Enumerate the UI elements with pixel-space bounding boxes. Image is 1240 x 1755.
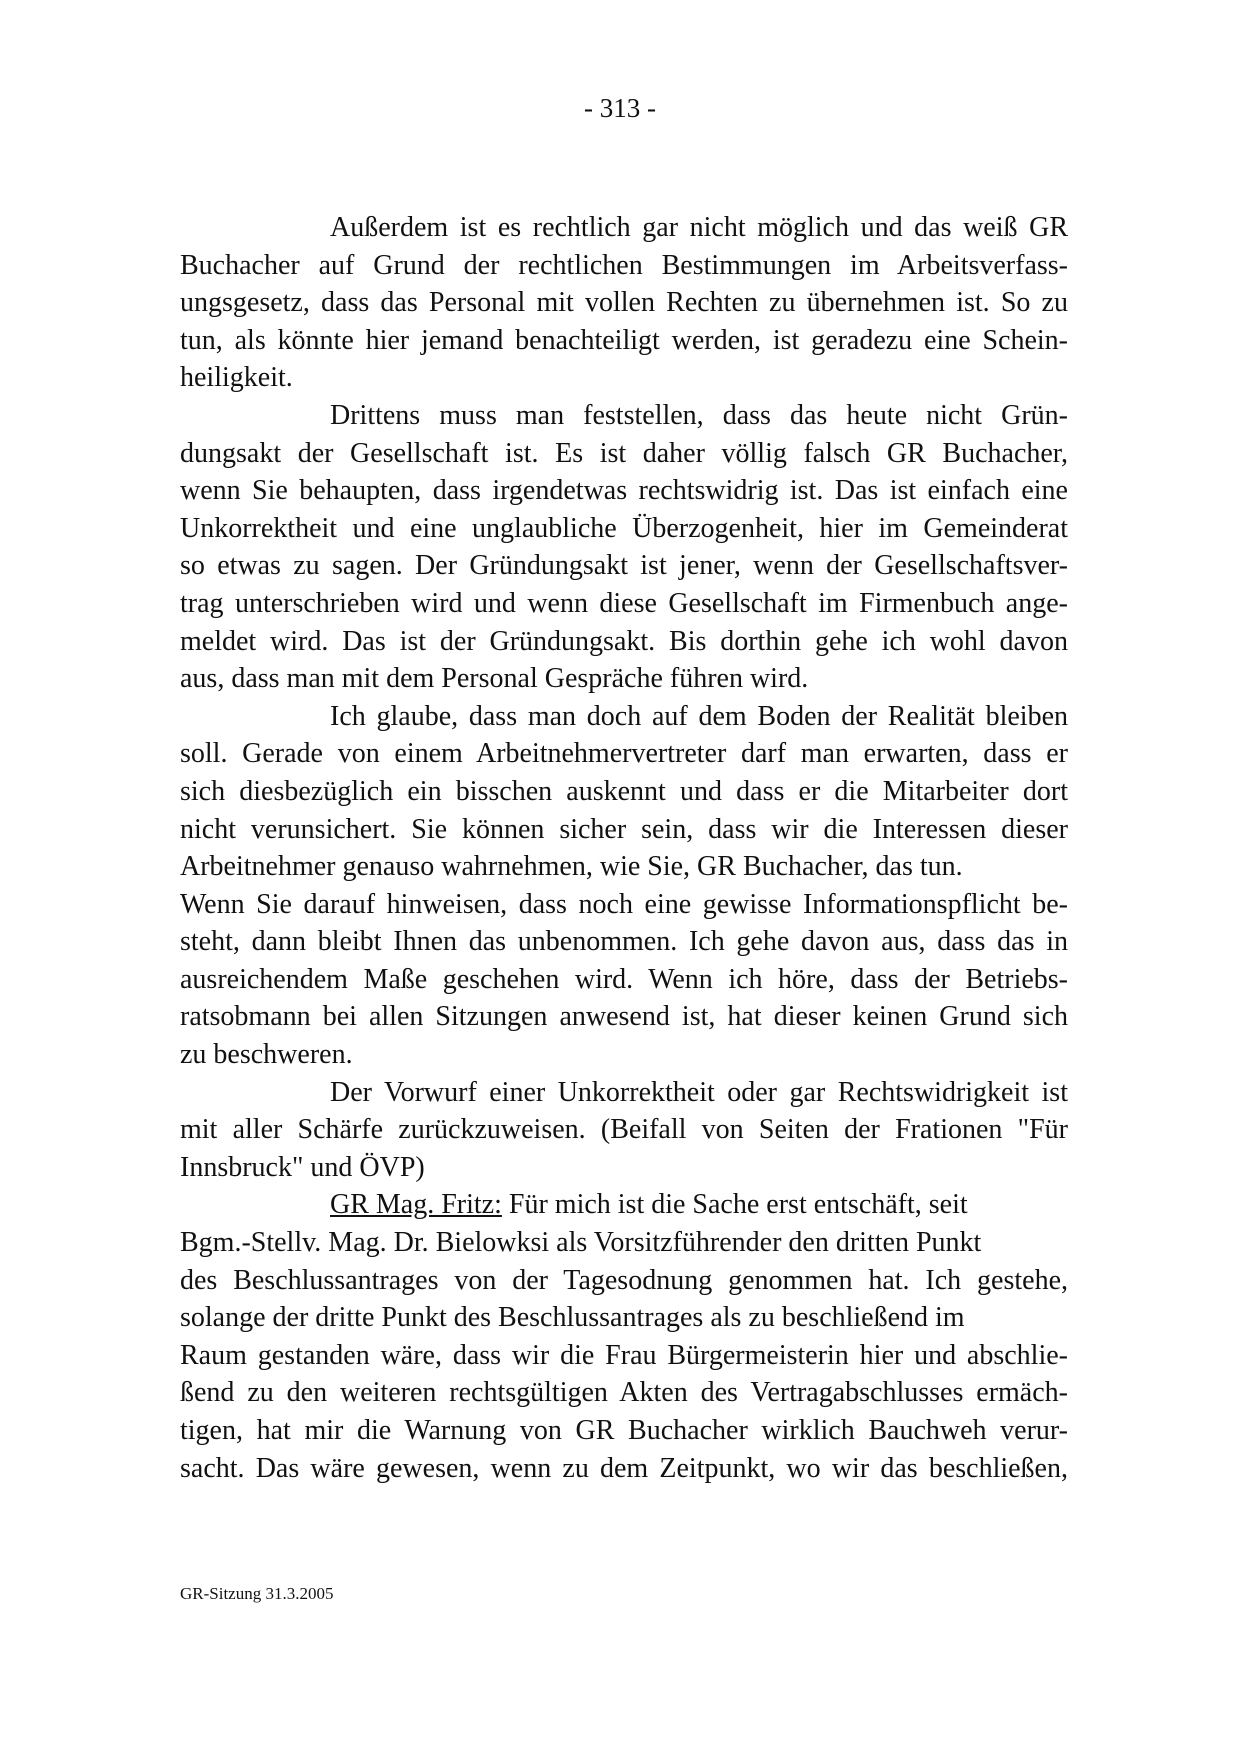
paragraph-2 [180, 397, 1068, 698]
text-line: Arbeitnehmer genauso wahrnehmen, wie Sie, GR Buchacher, das tun. [180, 851, 963, 883]
text-line: so etwas zu sagen. Der Gründungsakt ist jener, wenn der Gesellschaftsver- [180, 550, 1068, 582]
text-line: solange der dritte Punkt des Beschlussantrages als zu beschließend im [180, 1302, 965, 1334]
text-line: tun, als könnte hier jemand benachteiligt werden, ist geradezu eine Schein- [180, 324, 1068, 356]
speaker-line-text: Für mich ist die Sache erst entschäft, seit [501, 1189, 968, 1221]
paragraph-5 [180, 1074, 1068, 1187]
text-line: ungsgesetz, dass das Personal mit vollen Rechten zu übernehmen ist. So zu [180, 287, 1068, 319]
text-line: Innsbruck" und ÖVP) [180, 1151, 425, 1183]
text-line: tigen, hat mir die Warnung von GR Buchacher wirklich Bauchweh verur- [180, 1415, 1068, 1446]
speaker-line [180, 1186, 1068, 1224]
text-line: Wenn Sie darauf hinweisen, dass noch eine gewisse Informationspflicht be- [180, 888, 1068, 920]
text-line: Drittens muss man feststellen, dass das heute nicht Grün- [330, 399, 1068, 431]
text-line: soll. Gerade von einem Arbeitnehmervertreter darf man erwarten, dass er [180, 738, 1068, 770]
text-line: Ich glaube, dass man doch auf dem Boden der Realität bleiben [330, 700, 1068, 732]
text-line: Raum gestanden wäre, dass wir die Frau Bürgermeisterin hier und abschlie- [180, 1339, 1068, 1371]
text-line: aus, dass man mit dem Personal Gespräche führen wird. [180, 663, 809, 695]
text-line: sacht. Das wäre gewesen, wenn zu dem Zeitpunkt, wo wir das beschließen, [180, 1452, 1068, 1484]
text-line: Buchacher auf Grund der rechtlichen Bestimmungen im Arbeitsverfass- [180, 249, 1068, 281]
page-footer: GR-Sitzung 31.3.2005 [180, 1584, 334, 1603]
text-line: des Beschlussantrages von der Tagesodnung genommen hat. Ich gestehe, [180, 1264, 1068, 1296]
paragraph-1 [180, 209, 1068, 397]
text-line: nicht verunsichert. Sie können sicher sein, dass wir die Interessen dieser [180, 813, 1068, 845]
document-body [180, 209, 1068, 1487]
text-line: ßend zu den weiteren rechtsgültigen Akten des Vertragabschlusses ermäch- [180, 1377, 1068, 1409]
paragraph-3 [180, 698, 1068, 886]
text-line: ratsobmann bei allen Sitzungen anwesend ist, hat dieser keinen Grund sich [180, 1001, 1068, 1033]
text-line: wenn Sie behaupten, dass irgendetwas rechtswidrig ist. Das ist einfach eine [180, 475, 1068, 507]
text-line: Unkorrektheit und eine unglaubliche Überzogenheit, hier im Gemeinderat [180, 512, 1068, 544]
text-line: mit aller Schärfe zurückzuweisen. (Beifall von Seiten der Frationen "Für [180, 1114, 1068, 1146]
text-line: trag unterschrieben wird und wenn diese Gesellschaft im Firmenbuch ange- [180, 587, 1068, 619]
text-line: sich diesbezüglich ein bisschen auskennt und dass er die Mitarbeiter dort [180, 775, 1068, 807]
text-line: ausreichendem Maße geschehen wird. Wenn ich höre, dass der Betriebs- [180, 963, 1068, 995]
paragraph-4 [180, 886, 1068, 1074]
text-line: Außerdem ist es rechtlich gar nicht möglich und das weiß GR [330, 212, 1068, 243]
text-line: heiligkeit. [180, 362, 293, 394]
text-line: Der Vorwurf einer Unkorrektheit oder gar Rechtswidrigkeit ist [330, 1076, 1068, 1108]
text-line: meldet wird. Das ist der Gründungsakt. Bis dorthin gehe ich wohl davon [180, 625, 1068, 657]
text-line: steht, dann bleibt Ihnen das unbenommen. Ich gehe davon aus, dass das in [180, 926, 1068, 958]
text-line: Bgm.-Stellv. Mag. Dr. Bielowksi als Vorsitzführender den dritten Punkt [180, 1227, 982, 1259]
text-line: zu beschweren. [180, 1039, 353, 1071]
text-line: dungsakt der Gesellschaft ist. Es ist daher völlig falsch GR Buchacher, [180, 437, 1068, 469]
speaker-name: GR Mag. Fritz: [330, 1189, 502, 1221]
page-number: - 313 - [584, 93, 656, 123]
paragraph-6 [180, 1186, 1068, 1487]
